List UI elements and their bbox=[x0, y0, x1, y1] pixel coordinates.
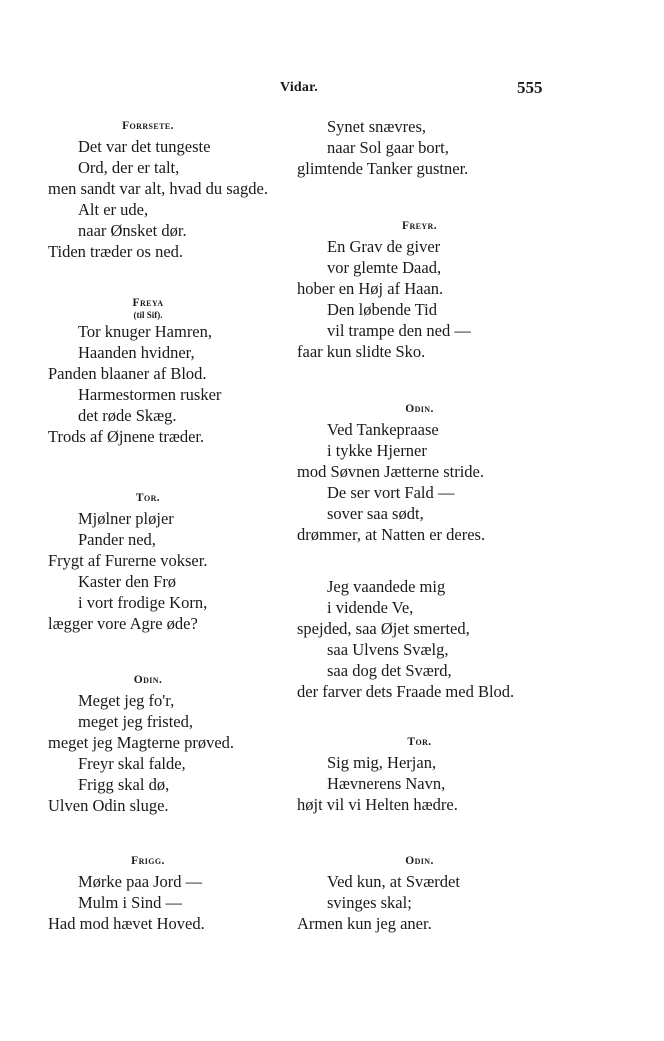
verse-line: vil trampe den ned — bbox=[327, 321, 471, 340]
speaker-name: Odin. bbox=[405, 855, 434, 867]
verse-line: svinges skal; bbox=[327, 893, 412, 912]
verse-line: Hævnerens Navn, bbox=[327, 774, 446, 793]
verse-line: meget jeg fristed, bbox=[78, 712, 194, 731]
verse-line: Freyr skal falde, bbox=[78, 754, 186, 773]
verse-line: vor glemte Daad, bbox=[327, 258, 442, 277]
verse-line: Mørke paa Jord — bbox=[78, 872, 203, 891]
verse-line: Meget jeg fo'r, bbox=[78, 691, 175, 710]
verse-line: Kaster den Frø bbox=[78, 572, 177, 591]
verse-line: Tiden træder os ned. bbox=[48, 242, 184, 261]
speaker-name: Tor. bbox=[135, 492, 161, 504]
verse-line: Synet snævres, bbox=[327, 117, 426, 136]
verse-line: Ord, der er talt, bbox=[78, 158, 180, 177]
verse-line: der farver dets Fraade med Blod. bbox=[297, 682, 515, 701]
verse-line: det røde Skæg. bbox=[78, 406, 177, 425]
verse-line: Jeg vaandede mig bbox=[327, 577, 446, 596]
speaker-name: Odin. bbox=[405, 403, 434, 415]
verse-line: Ved Tankepraase bbox=[327, 420, 439, 439]
stage-direction: (til Sif). bbox=[133, 310, 163, 320]
stanza-odin bbox=[297, 399, 557, 545]
verse-line: Frigg skal dø, bbox=[78, 775, 170, 794]
verse-line: glimtende Tanker gustner. bbox=[297, 159, 469, 178]
stanza-odin-continued bbox=[297, 576, 557, 702]
verse-line: hober en Høj af Haan. bbox=[297, 279, 444, 298]
verse-line: spejded, saa Øjet smerted, bbox=[297, 619, 470, 638]
verse-line: højt vil vi Helten hædre. bbox=[297, 795, 458, 814]
verse-line: Sig mig, Herjan, bbox=[327, 753, 437, 772]
speaker-name: Odin. bbox=[133, 674, 163, 686]
verse-line: Mjølner pløjer bbox=[78, 509, 174, 528]
verse-line: Had mod hævet Hoved. bbox=[48, 914, 205, 933]
verse-line: Alt er ude, bbox=[78, 200, 149, 219]
speaker-name: Tor. bbox=[407, 736, 432, 748]
verse-line: En Grav de giver bbox=[327, 237, 441, 256]
verse-line: lægger vore Agre øde? bbox=[48, 614, 198, 633]
speaker-name: Forrsete. bbox=[122, 120, 174, 132]
verse-line: i tykke Hjerner bbox=[327, 441, 427, 460]
stanza-freyr bbox=[297, 216, 557, 362]
verse-line: Tor knuger Hamren, bbox=[78, 322, 213, 341]
stanza-tor bbox=[48, 488, 298, 634]
verse-line: i vort frodige Korn, bbox=[78, 593, 208, 612]
page-number: 555 bbox=[517, 78, 543, 97]
verse-line: Harmestormen rusker bbox=[78, 385, 222, 404]
stanza-odin bbox=[48, 670, 298, 816]
verse-line: sover saa sødt, bbox=[327, 504, 424, 523]
verse-line: Trods af Øjnene træder. bbox=[48, 427, 205, 446]
running-title: Vidar. bbox=[280, 80, 318, 95]
verse-line: naar Sol gaar bort, bbox=[327, 138, 449, 157]
verse-line: Pander ned, bbox=[78, 530, 156, 549]
stanza-odin-final bbox=[297, 851, 557, 934]
stanza-continuation bbox=[297, 116, 557, 179]
speaker-name: Frigg. bbox=[131, 855, 165, 867]
verse-line: saa Ulvens Svælg, bbox=[327, 640, 449, 659]
verse-line: Det var det tungeste bbox=[78, 137, 211, 156]
verse-line: Ulven Odin sluge. bbox=[48, 796, 169, 815]
verse-line: faar kun slidte Sko. bbox=[297, 342, 426, 361]
verse-line: mod Søvnen Jætterne stride. bbox=[297, 462, 484, 481]
verse-line: Ved kun, at Sværdet bbox=[327, 872, 460, 891]
verse-line: drømmer, at Natten er deres. bbox=[297, 525, 486, 544]
stanza-forrsete bbox=[48, 116, 298, 262]
verse-line: Armen kun jeg aner. bbox=[297, 914, 432, 933]
page-header bbox=[0, 78, 664, 100]
verse-line: saa dog det Sværd, bbox=[327, 661, 452, 680]
verse-line: Panden blaaner af Blod. bbox=[48, 364, 207, 383]
verse-line: Mulm i Sind — bbox=[78, 893, 183, 912]
verse-line: meget jeg Magterne prøved. bbox=[48, 733, 235, 752]
verse-line: i vidende Ve, bbox=[327, 598, 414, 617]
verse-line: Frygt af Furerne vokser. bbox=[48, 551, 208, 570]
stanza-frigg bbox=[48, 851, 298, 934]
verse-line: Den løbende Tid bbox=[327, 300, 438, 319]
speaker-name: Freyr. bbox=[402, 220, 437, 232]
verse-line: men sandt var alt, hvad du sagde. bbox=[48, 179, 268, 198]
stanza-tor bbox=[297, 732, 557, 815]
verse-line: De ser vort Fald — bbox=[327, 483, 455, 502]
speaker-name: Freya bbox=[132, 297, 164, 309]
verse-line: naar Ønsket dør. bbox=[78, 221, 187, 240]
stanza-freya bbox=[48, 293, 298, 447]
verse-line: Haanden hvidner, bbox=[78, 343, 195, 362]
